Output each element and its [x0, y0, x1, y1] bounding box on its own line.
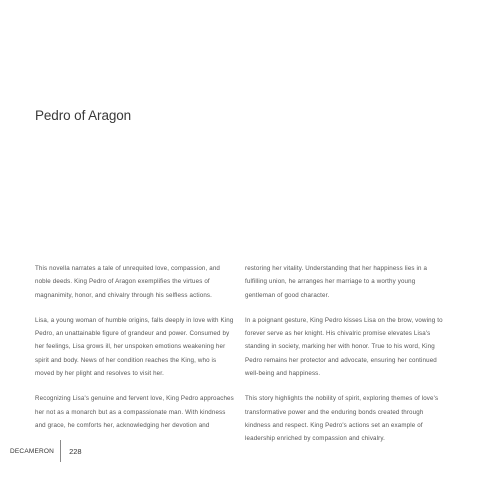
paragraph: Recognizing Lisa's genuine and fervent love, King Pedro approaches her not as a monarch but as a compassionate man. With kindness and grace, he comforts her, acknowledging her devotion and — [35, 395, 234, 429]
paragraph: In a poignant gesture, King Pedro kisses Lisa on the brow, vowing to forever serve as her knight. His chivalric promise elevates Lisa's standing in society, marking her with honor. True to his word, King Pedro remains her protector and advocate, ensuring her continued well-being and happiness. — [245, 316, 443, 378]
page-title: Pedro of Aragon — [35, 108, 132, 123]
paragraph: Lisa, a young woman of humble origins, falls deeply in love with King Pedro, an unattainable figure of grandeur and power. Consumed by her feelings, Lisa grows ill, her unspoken emotions weakening her spirit and body. News of her condition reaches the King, who is moved by her plight and resolves to visit her. — [35, 316, 234, 378]
left-text-column — [35, 262, 235, 444]
paragraph: This story highlights the nobility of spirit, exploring themes of love's transformative power and the enduring bonds created through kindness and respect. King Pedro's actions set an example of leadership enriched by compassion and chivalry. — [245, 395, 439, 443]
page-footer — [10, 440, 82, 462]
book-name: DECAMERON — [10, 448, 55, 455]
paragraph: This novella narrates a tale of unrequited love, compassion, and noble deeds. King Pedro of Aragon exemplifies the virtues of magnanimity, honor, and chivalry through his selfless actions. — [35, 265, 221, 299]
paragraph: restoring her vitality. Understanding that her happiness lies in a fulfilling union, he arranges her marriage to a worthy young gentleman of good character. — [245, 265, 428, 299]
page-number: 228 — [69, 447, 82, 456]
right-text-column — [245, 262, 445, 458]
